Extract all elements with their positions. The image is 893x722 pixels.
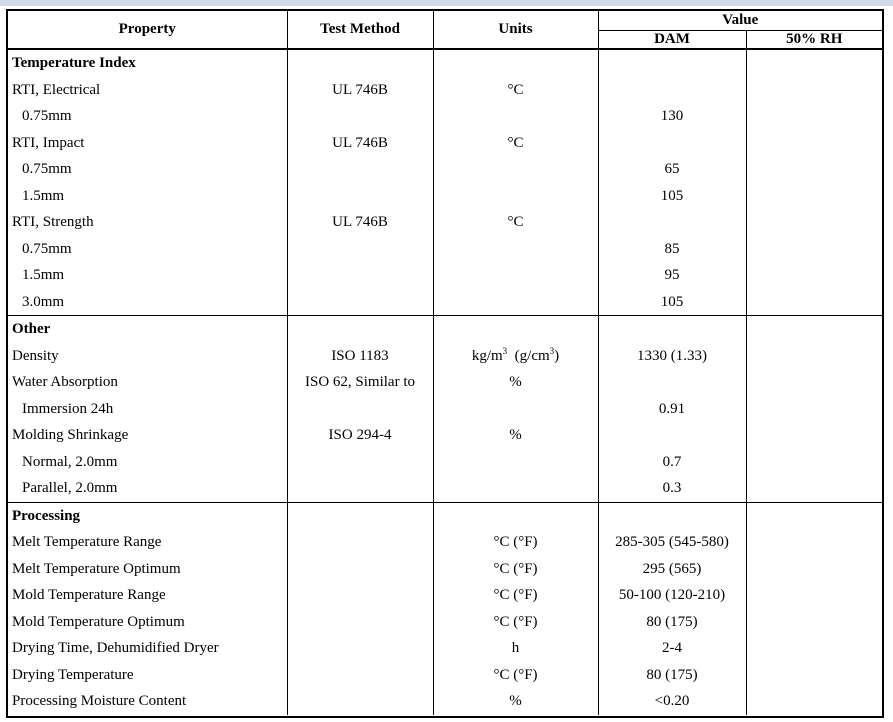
- property-cell: 1.5mm: [8, 262, 287, 289]
- rh-value-cell: [746, 609, 882, 636]
- table-row: [8, 449, 882, 476]
- table-row: [8, 475, 882, 502]
- units-cell: °C (°F): [433, 582, 598, 609]
- test-method-cell: UL 746B: [287, 209, 433, 236]
- rh-value-cell: [746, 635, 882, 662]
- rh-value-cell: [746, 130, 882, 157]
- units-cell: [433, 103, 598, 130]
- table-row: [8, 529, 882, 556]
- test-method-cell: [287, 156, 433, 183]
- property-cell: Parallel, 2.0mm: [8, 475, 287, 502]
- units-cell: [433, 236, 598, 263]
- window-top-strip: [0, 0, 893, 6]
- table-row: [8, 635, 882, 662]
- table-row: [8, 688, 882, 715]
- rh-value-cell: [746, 77, 882, 104]
- dam-value-cell: 50-100 (120-210): [598, 582, 746, 609]
- property-cell: Drying Temperature: [8, 662, 287, 689]
- table-row: [8, 396, 882, 423]
- test-method-cell: [287, 556, 433, 583]
- table-row: [8, 369, 882, 396]
- units-cell: [433, 449, 598, 476]
- empty-cell: [433, 316, 598, 343]
- property-cell: Mold Temperature Optimum: [8, 609, 287, 636]
- rh-value-cell: [746, 529, 882, 556]
- property-cell: Water Absorption: [8, 369, 287, 396]
- units-cell: °C (°F): [433, 662, 598, 689]
- section-title: Other: [8, 316, 287, 343]
- header-units: Units: [433, 11, 598, 49]
- empty-cell: [287, 49, 433, 77]
- property-cell: Drying Time, Dehumidified Dryer: [8, 635, 287, 662]
- empty-cell: [287, 316, 433, 343]
- units-cell: °C (°F): [433, 556, 598, 583]
- test-method-cell: UL 746B: [287, 130, 433, 157]
- table-row: [8, 422, 882, 449]
- empty-cell: [433, 49, 598, 77]
- section-title: Processing: [8, 502, 287, 529]
- rh-value-cell: [746, 556, 882, 583]
- property-cell: 0.75mm: [8, 103, 287, 130]
- rh-value-cell: [746, 475, 882, 502]
- rh-value-cell: [746, 289, 882, 316]
- dam-value-cell: 105: [598, 289, 746, 316]
- units-cell: [433, 289, 598, 316]
- dam-value-cell: 2-4: [598, 635, 746, 662]
- section-title: Temperature Index: [8, 49, 287, 77]
- test-method-cell: [287, 582, 433, 609]
- dam-value-cell: 105: [598, 183, 746, 210]
- dam-value-cell: [598, 209, 746, 236]
- datasheet-table-frame: [6, 9, 884, 718]
- rh-value-cell: [746, 103, 882, 130]
- properties-table: [8, 11, 882, 715]
- rh-value-cell: [746, 688, 882, 715]
- test-method-cell: [287, 183, 433, 210]
- rh-value-cell: [746, 369, 882, 396]
- dam-value-cell: 95: [598, 262, 746, 289]
- empty-cell: [598, 49, 746, 77]
- property-cell: RTI, Electrical: [8, 77, 287, 104]
- test-method-cell: [287, 103, 433, 130]
- rh-value-cell: [746, 449, 882, 476]
- test-method-cell: [287, 635, 433, 662]
- empty-cell: [746, 316, 882, 343]
- units-cell: %: [433, 422, 598, 449]
- dam-value-cell: 285-305 (545-580): [598, 529, 746, 556]
- table-row: [8, 343, 882, 370]
- table-row: [8, 77, 882, 104]
- test-method-cell: ISO 62, Similar to: [287, 369, 433, 396]
- rh-value-cell: [746, 209, 882, 236]
- table-row: [8, 103, 882, 130]
- test-method-cell: [287, 289, 433, 316]
- table-row: [8, 609, 882, 636]
- property-cell: Density: [8, 343, 287, 370]
- header-dam: DAM: [598, 31, 746, 50]
- dam-value-cell: 130: [598, 103, 746, 130]
- rh-value-cell: [746, 183, 882, 210]
- section-header-row: [8, 502, 882, 529]
- rh-value-cell: [746, 582, 882, 609]
- units-cell: [433, 262, 598, 289]
- dam-value-cell: 0.91: [598, 396, 746, 423]
- table-row: [8, 262, 882, 289]
- dam-value-cell: 0.3: [598, 475, 746, 502]
- units-cell: [433, 396, 598, 423]
- header-test-method: Test Method: [287, 11, 433, 49]
- test-method-cell: [287, 609, 433, 636]
- table-row: [8, 156, 882, 183]
- units-cell: [433, 475, 598, 502]
- rh-value-cell: [746, 662, 882, 689]
- dam-value-cell: 85: [598, 236, 746, 263]
- empty-cell: [433, 502, 598, 529]
- property-cell: Normal, 2.0mm: [8, 449, 287, 476]
- dam-value-cell: 65: [598, 156, 746, 183]
- units-cell: [433, 156, 598, 183]
- table-row: [8, 236, 882, 263]
- dam-value-cell: 295 (565): [598, 556, 746, 583]
- table-row: [8, 209, 882, 236]
- property-cell: 3.0mm: [8, 289, 287, 316]
- table-row: [8, 130, 882, 157]
- test-method-cell: UL 746B: [287, 77, 433, 104]
- dam-value-cell: 0.7: [598, 449, 746, 476]
- rh-value-cell: [746, 343, 882, 370]
- empty-cell: [598, 502, 746, 529]
- test-method-cell: ISO 1183: [287, 343, 433, 370]
- table-row: [8, 582, 882, 609]
- empty-cell: [746, 502, 882, 529]
- rh-value-cell: [746, 422, 882, 449]
- dam-value-cell: 1330 (1.33): [598, 343, 746, 370]
- header-50-rh: 50% RH: [746, 31, 882, 50]
- test-method-cell: [287, 662, 433, 689]
- property-cell: Mold Temperature Range: [8, 582, 287, 609]
- table-row: [8, 662, 882, 689]
- units-cell: °C (°F): [433, 529, 598, 556]
- rh-value-cell: [746, 156, 882, 183]
- dam-value-cell: <0.20: [598, 688, 746, 715]
- units-cell: h: [433, 635, 598, 662]
- table-row: [8, 183, 882, 210]
- table-row: [8, 556, 882, 583]
- test-method-cell: [287, 449, 433, 476]
- rh-value-cell: [746, 236, 882, 263]
- dam-value-cell: [598, 130, 746, 157]
- empty-cell: [746, 49, 882, 77]
- dam-value-cell: [598, 422, 746, 449]
- property-cell: RTI, Strength: [8, 209, 287, 236]
- dam-value-cell: [598, 369, 746, 396]
- property-cell: 0.75mm: [8, 236, 287, 263]
- rh-value-cell: [746, 262, 882, 289]
- units-cell: $kg/m^3$ $(g/cm^3)$: [433, 343, 598, 370]
- empty-cell: [598, 316, 746, 343]
- section-header-row: [8, 49, 882, 77]
- units-cell: °C: [433, 209, 598, 236]
- units-cell: °C: [433, 77, 598, 104]
- table-row: [8, 289, 882, 316]
- units-cell: °C: [433, 130, 598, 157]
- test-method-cell: [287, 262, 433, 289]
- property-cell: Processing Moisture Content: [8, 688, 287, 715]
- units-cell: %: [433, 688, 598, 715]
- units-cell: %: [433, 369, 598, 396]
- test-method-cell: ISO 294-4: [287, 422, 433, 449]
- dam-value-cell: [598, 77, 746, 104]
- header-value: Value: [598, 11, 882, 31]
- test-method-cell: [287, 688, 433, 715]
- test-method-cell: [287, 236, 433, 263]
- property-cell: Molding Shrinkage: [8, 422, 287, 449]
- property-cell: Melt Temperature Range: [8, 529, 287, 556]
- dam-value-cell: 80 (175): [598, 609, 746, 636]
- dam-value-cell: 80 (175): [598, 662, 746, 689]
- test-method-cell: [287, 529, 433, 556]
- section-header-row: [8, 316, 882, 343]
- property-cell: Melt Temperature Optimum: [8, 556, 287, 583]
- property-cell: 1.5mm: [8, 183, 287, 210]
- header-property: Property: [8, 11, 287, 49]
- test-method-cell: [287, 475, 433, 502]
- table-body: [8, 49, 882, 715]
- units-cell: °C (°F): [433, 609, 598, 636]
- property-cell: 0.75mm: [8, 156, 287, 183]
- empty-cell: [287, 502, 433, 529]
- property-cell: Immersion 24h: [8, 396, 287, 423]
- rh-value-cell: [746, 396, 882, 423]
- test-method-cell: [287, 396, 433, 423]
- units-cell: [433, 183, 598, 210]
- property-cell: RTI, Impact: [8, 130, 287, 157]
